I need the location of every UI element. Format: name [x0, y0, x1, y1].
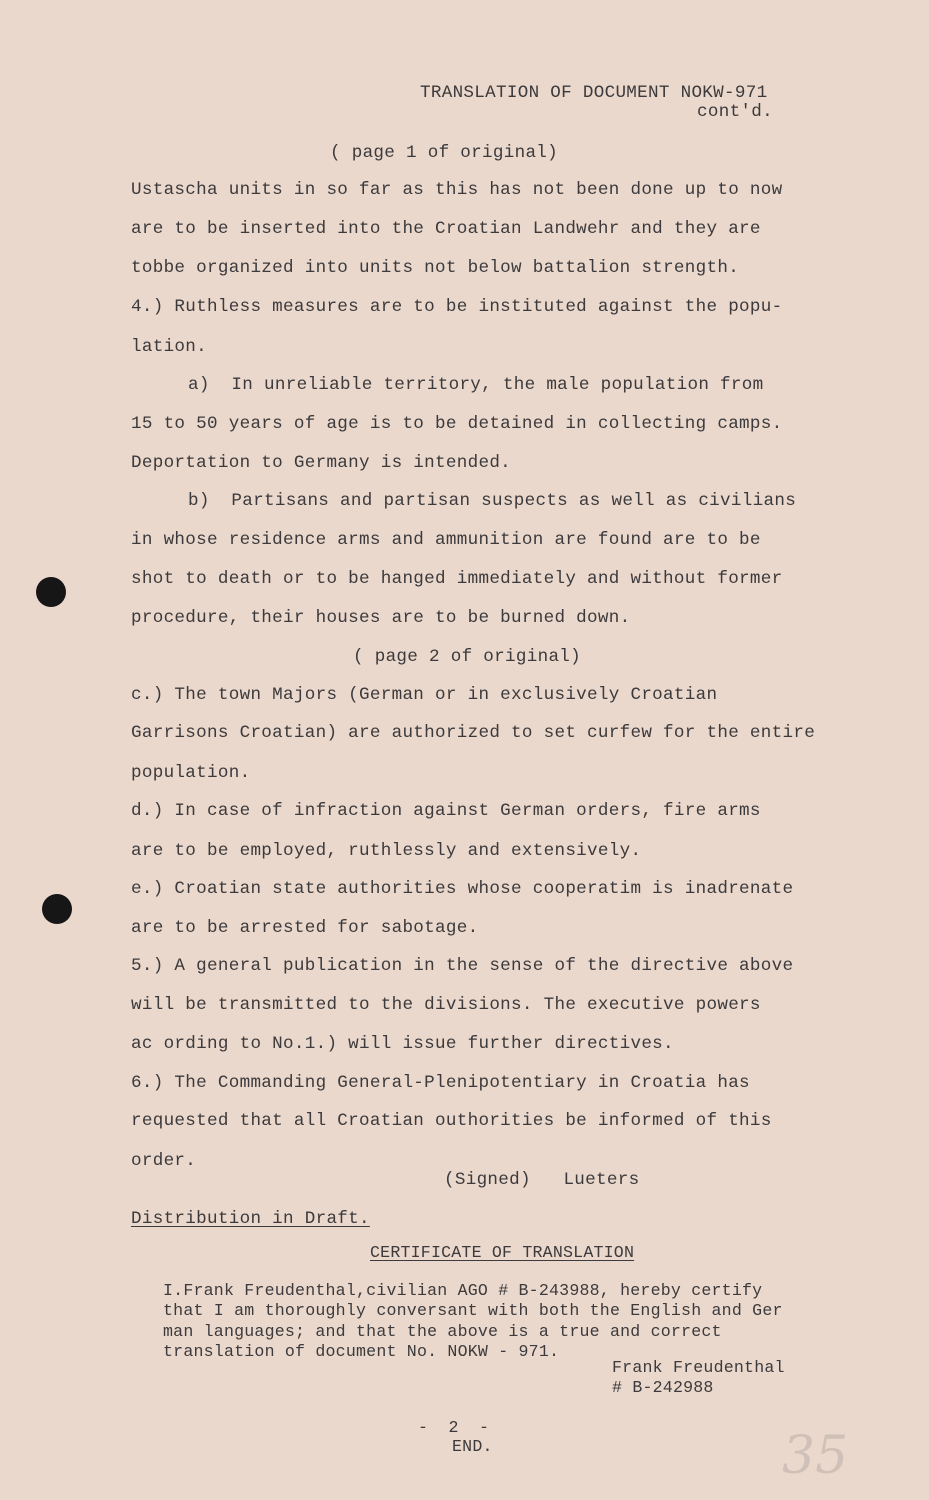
certifier-name: Frank Freudenthal	[612, 1358, 785, 1377]
page-number: - 2 -	[418, 1418, 490, 1437]
body-line: 15 to 50 years of age is to be detained in collecting camps.	[131, 414, 783, 434]
body-line: lation.	[131, 337, 208, 357]
body-line: are to be arrested for sabotage.	[131, 918, 479, 938]
continued-note: cont'd.	[697, 102, 774, 122]
body-line: are to be employed, ruthlessly and extensively.	[131, 841, 642, 861]
body-line: tobbe organized into units not below battalion strength.	[131, 258, 740, 278]
body-line: ac ording to No.1.) will issue further directives.	[131, 1034, 674, 1054]
certificate-title: CERTIFICATE OF TRANSLATION	[370, 1243, 635, 1262]
certificate-line: translation of document No. NOKW - 971.	[163, 1342, 560, 1361]
body-line: a) In unreliable territory, the male population from	[188, 375, 764, 395]
body-line: will be transmitted to the divisions. The executive powers	[131, 995, 761, 1015]
punch-hole	[42, 894, 72, 924]
certificate-line: that I am thoroughly conversant with both the English and Ger	[163, 1301, 783, 1320]
body-line: 5.) A general publication in the sense of the directive above	[131, 956, 794, 976]
signature: (Signed) Lueters	[444, 1170, 640, 1190]
end-mark: END.	[452, 1437, 493, 1456]
body-line: c.) The town Majors (German or in exclusively Croatian	[131, 685, 718, 705]
document-title: TRANSLATION OF DOCUMENT NOKW-971	[420, 83, 768, 103]
body-line: Deportation to Germany is intended.	[131, 453, 512, 473]
certifier-id: # B-242988	[612, 1378, 714, 1397]
body-line: in whose residence arms and ammunition are found are to be	[131, 530, 761, 550]
body-line: e.) Croatian state authorities whose cooperatim is inadrenate	[131, 879, 794, 899]
distribution-note: Distribution in Draft.	[131, 1209, 370, 1229]
body-line: 6.) The Commanding General-Plenipotentiary in Croatia has	[131, 1073, 750, 1093]
punch-hole	[36, 577, 66, 607]
body-line: 4.) Ruthless measures are to be instituted against the popu-	[131, 297, 783, 317]
page-marker-2: ( page 2 of original)	[353, 647, 582, 667]
body-line: d.) In case of infraction against German orders, fire arms	[131, 801, 761, 821]
body-line: shot to death or to be hanged immediately and without former	[131, 569, 783, 589]
body-line: b) Partisans and partisan suspects as well as civilians	[188, 491, 797, 511]
body-line: Garrisons Croatian) are authorized to set curfew for the entire	[131, 723, 816, 743]
body-line: requested that all Croatian outhorities be informed of this	[131, 1111, 772, 1131]
page-marker-1: ( page 1 of original)	[330, 143, 559, 163]
body-line: Ustascha units in so far as this has not been done up to now	[131, 180, 783, 200]
body-line: are to be inserted into the Croatian Landwehr and they are	[131, 219, 761, 239]
certificate-line: man languages; and that the above is a true and correct	[163, 1322, 722, 1341]
certificate-line: I.Frank Freudenthal,civilian AGO # B-243988, hereby certify	[163, 1281, 763, 1300]
body-line: order.	[131, 1151, 197, 1171]
body-line: procedure, their houses are to be burned down.	[131, 608, 631, 628]
body-line: population.	[131, 763, 251, 783]
handwritten-page-mark: 35	[782, 1426, 849, 1486]
